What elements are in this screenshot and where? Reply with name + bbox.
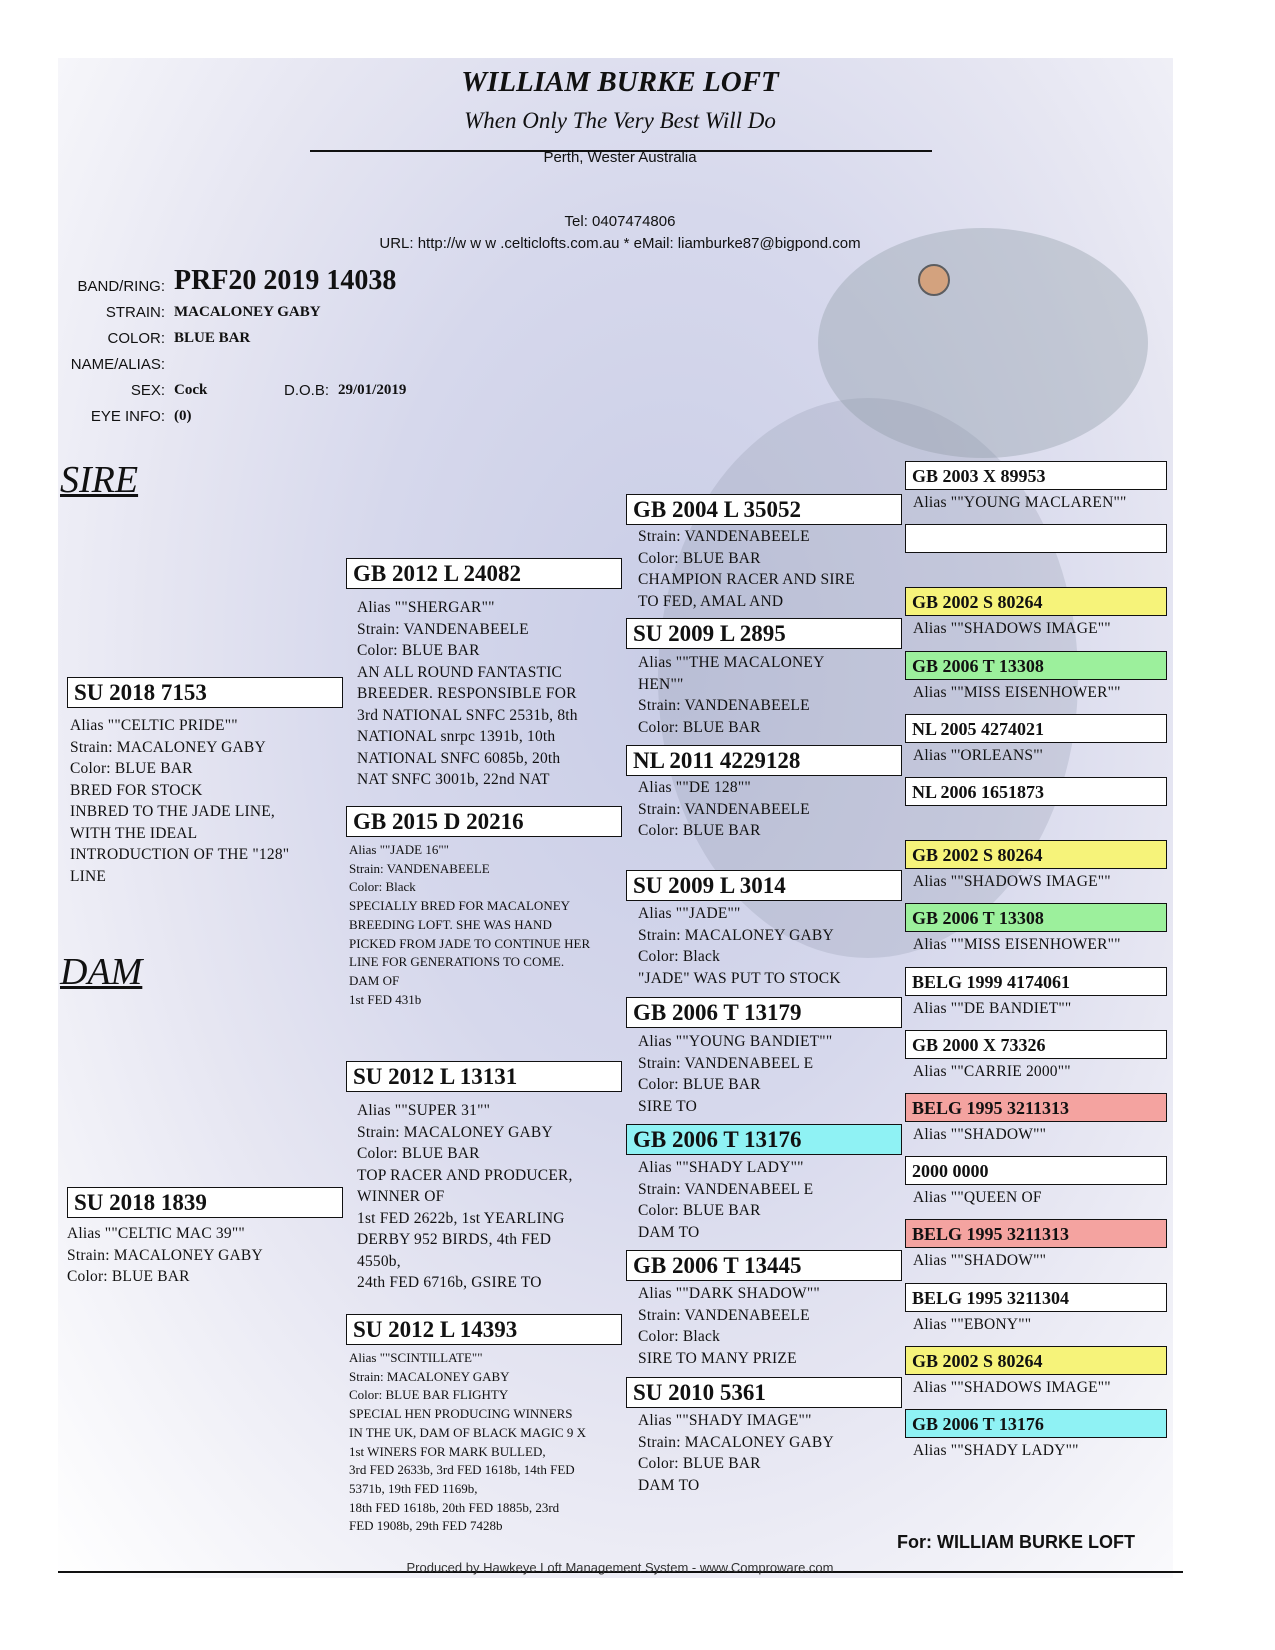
gen3-line: Color: BLUE BAR (638, 1455, 761, 1472)
dam-dam-line: FED 1908b, 29th FED 7428b (349, 1518, 503, 1534)
band-number: PRF20 2019 14038 (174, 265, 397, 296)
dam-dam-line: 18th FED 1618b, 20th FED 1885b, 23rd (349, 1499, 560, 1515)
dam-dam-line: Alias ""SCINTILLATE"" (349, 1350, 483, 1365)
loft-title: WILLIAM BURKE LOFT (461, 66, 779, 98)
gen3-ring-3: NL 2011 4229128 (626, 745, 902, 776)
gen4-alias: Alias ""MISS EISENHOWER"" (913, 936, 1121, 953)
gen4-ring: BELG 1999 4174061 (905, 967, 1167, 996)
dam-dam-line: Color: BLUE BAR FLIGHTY (349, 1387, 509, 1403)
sire-sire-line: Color: BLUE BAR (357, 642, 480, 659)
strain-label: STRAIN: (105, 304, 165, 321)
gen3-ring-1: GB 2004 L 35052 (626, 494, 902, 525)
dob-label: D.O.B: (284, 382, 330, 399)
gen3-details-4 (638, 903, 841, 989)
gen3-ring-7: GB 2006 T 13445 (626, 1250, 902, 1281)
gen4-alias: Alias ""QUEEN OF (913, 1189, 1042, 1206)
dam-ring: SU 2018 1839 (67, 1187, 343, 1218)
dam-sire-line: Strain: MACALONEY GABY (357, 1123, 553, 1141)
gen3-line: Strain: MACALONEY GABY (638, 1433, 834, 1451)
dam-sire-line: TOP RACER AND PRODUCER, (357, 1166, 573, 1184)
sire-alias: Alias ""CELTIC PRIDE"" (70, 717, 238, 734)
sire-sire-line: Alias ""SHERGAR"" (357, 599, 495, 616)
gen4-ring: GB 2002 S 80264 (905, 587, 1167, 616)
gen3-line: Color: BLUE BAR (638, 1202, 761, 1219)
sire-note: INTRODUCTION OF THE "128" (70, 846, 290, 863)
loft-contact: URL: http://w w w .celticlofts.com.au * eMail: liamburke87@bigpond.com (379, 235, 861, 252)
footer-for: For: WILLIAM BURKE LOFT (897, 1532, 1135, 1552)
gen4-alias: Alias ""EBONY"" (913, 1316, 1032, 1333)
sire-dam-line: 1st FED 431b (349, 991, 422, 1007)
gen4-alias: Alias ""CARRIE 2000"" (913, 1063, 1071, 1080)
gen3-details-8 (638, 1410, 834, 1496)
dam-sire-line: WINNER OF (357, 1188, 445, 1205)
gen3-line: Alias ""YOUNG BANDIET"" (638, 1033, 833, 1050)
gen3-line: Strain: MACALONEY GABY (638, 926, 834, 944)
sire-dam-line: Color: Black (349, 879, 416, 895)
gen4-ring (905, 524, 1167, 553)
sire-sire-ring: GB 2012 L 24082 (346, 558, 622, 589)
dob-value: 29/01/2019 (338, 382, 407, 398)
gen3-details-3 (638, 777, 810, 842)
sire-sire-details (357, 597, 578, 791)
gen3-line: HEN"" (638, 675, 684, 693)
eye-info-label: EYE INFO: (90, 408, 165, 425)
sire-dam-line: BREEDING LOFT. SHE WAS HAND (349, 916, 552, 932)
gen3-line: Color: Black (638, 948, 721, 965)
loft-telephone: Tel: 0407474806 (564, 213, 676, 230)
gen3-line: Strain: VANDENABEEL E (638, 1054, 814, 1072)
gen3-line: Alias ""SHADY LADY"" (638, 1159, 804, 1176)
gen3-line: SIRE TO MANY PRIZE (638, 1349, 797, 1367)
dam-dam-line: 3rd FED 2633b, 3rd FED 1618b, 14th FED (349, 1462, 575, 1478)
gen4-ring: BELG 1995 3211313 (905, 1219, 1167, 1248)
dam-alias: Alias ""CELTIC MAC 39"" (67, 1225, 245, 1242)
dam-sire-line: Alias ""SUPER 31"" (357, 1102, 491, 1119)
dam-details (67, 1223, 263, 1288)
gen3-line: Color: Black (638, 1328, 721, 1345)
sire-color: Color: BLUE BAR (70, 760, 193, 777)
band-label: BAND/RING: (77, 278, 165, 295)
sire-strain: Strain: MACALONEY GABY (70, 738, 266, 756)
sire-sire-line: BREEDER. RESPONSIBLE FOR (357, 685, 577, 702)
gen4-alias: Alias ""DE BANDIET"" (913, 1000, 1072, 1017)
gen3-ring-8: SU 2010 5361 (626, 1377, 902, 1408)
sire-dam-ring: GB 2015 D 20216 (346, 806, 622, 837)
gen3-line: Color: BLUE BAR (638, 822, 761, 839)
loft-location: Perth, Wester Australia (543, 149, 697, 166)
gen3-line: Color: BLUE BAR (638, 549, 761, 567)
dam-dam-line: 1st WINERS FOR MARK BULLED, (349, 1443, 546, 1459)
gen4-alias: Alias ""YOUNG MACLAREN"" (913, 494, 1127, 511)
gen4-ring: NL 2005 4274021 (905, 714, 1167, 743)
gen3-line: Strain: VANDENABEELE (638, 800, 810, 818)
gen4-alias: Alias ""SHADY LADY"" (913, 1442, 1079, 1459)
dam-sire-ring: SU 2012 L 13131 (346, 1061, 622, 1092)
gen3-line: DAM TO (638, 1476, 700, 1494)
sire-note: WITH THE IDEAL (70, 824, 198, 842)
gen3-details-6 (638, 1157, 813, 1243)
gen4-alias: Alias "'ORLEANS"' (913, 747, 1043, 764)
gen4-alias: Alias ""SHADOWS IMAGE"" (913, 620, 1111, 637)
dam-sire-line: 1st FED 2622b, 1st YEARLING (357, 1209, 565, 1227)
gen4-ring: GB 2006 T 13308 (905, 903, 1167, 932)
gen4-ring: GB 2006 T 13176 (905, 1409, 1167, 1438)
dam-dam-line: SPECIAL HEN PRODUCING WINNERS (349, 1406, 573, 1422)
gen4-ring: GB 2000 X 73326 (905, 1030, 1167, 1059)
sire-sire-line: NATIONAL SNFC 6085b, 20th (357, 749, 561, 767)
sire-details (70, 715, 289, 887)
gen4-ring: GB 2002 S 80264 (905, 1346, 1167, 1375)
dam-dam-line: Strain: MACALONEY GABY (349, 1368, 510, 1384)
gen3-ring-4: SU 2009 L 3014 (626, 870, 902, 901)
dam-dam-line: 5371b, 19th FED 1169b, (349, 1480, 478, 1496)
gen3-ring-6: GB 2006 T 13176 (626, 1124, 902, 1155)
gen3-ring-5: GB 2006 T 13179 (626, 997, 902, 1028)
sire-note: INBRED TO THE JADE LINE, (70, 803, 275, 820)
dam-dam-details (349, 1349, 586, 1536)
sire-dam-details (349, 841, 590, 1009)
dam-sire-line: DERBY 952 BIRDS, 4th FED (357, 1231, 552, 1248)
gen4-alias: Alias ""SHADOWS IMAGE"" (913, 873, 1111, 890)
sire-dam-line: DAM OF (349, 972, 400, 988)
gen3-line: "JADE" WAS PUT TO STOCK (638, 969, 841, 987)
dam-dam-line: IN THE UK, DAM OF BLACK MAGIC 9 X (349, 1424, 587, 1440)
gen3-line: CHAMPION RACER AND SIRE (638, 571, 855, 588)
sire-dam-line: Strain: VANDENABEELE (349, 860, 490, 876)
gen3-line: Strain: VANDENABEEL E (638, 1180, 814, 1198)
dam-sire-line: 24th FED 6716b, GSIRE TO (357, 1274, 542, 1291)
gen3-line: Alias ""THE MACALONEY (638, 654, 825, 671)
gen4-alias: Alias ""SHADOWS IMAGE"" (913, 1379, 1111, 1396)
gen3-line: Strain: VANDENABEELE (638, 1306, 810, 1324)
color-label: COLOR: (107, 330, 165, 347)
sire-sire-line: 3rd NATIONAL SNFC 2531b, 8th (357, 706, 578, 724)
sire-heading: SIRE (60, 459, 139, 501)
name-alias-label: NAME/ALIAS: (70, 356, 165, 373)
sire-ring: SU 2018 7153 (67, 677, 343, 708)
dam-heading: DAM (60, 951, 143, 993)
gen4-ring: GB 2006 T 13308 (905, 651, 1167, 680)
dam-sire-line: Color: BLUE BAR (357, 1145, 480, 1162)
gen3-ring-2: SU 2009 L 2895 (626, 618, 902, 649)
sire-dam-line: LINE FOR GENERATIONS TO COME. (349, 954, 565, 970)
gen3-line: Alias ""DE 128"" (638, 779, 751, 796)
gen4-ring: BELG 1995 3211304 (905, 1283, 1167, 1312)
sire-sire-line: Strain: VANDENABEELE (357, 620, 529, 638)
loft-slogan: When Only The Very Best Will Do (464, 108, 776, 133)
gen3-details-1 (638, 526, 855, 612)
sire-sire-line: NATIONAL snrpc 1391b, 10th (357, 728, 556, 745)
gen3-line: TO FED, AMAL AND (638, 592, 784, 610)
color-value: BLUE BAR (174, 330, 251, 346)
gen3-details-7 (638, 1283, 820, 1369)
sex-value: Cock (174, 382, 208, 398)
gen4-alias: Alias ""SHADOW"" (913, 1252, 1047, 1269)
dam-sire-details (357, 1100, 573, 1294)
dam-sire-line: 4550b, (357, 1252, 401, 1270)
gen3-details-5 (638, 1031, 832, 1117)
gen4-ring: GB 2003 X 89953 (905, 461, 1167, 490)
gen3-line: DAM TO (638, 1223, 700, 1241)
gen4-alias: Alias ""SHADOW"" (913, 1126, 1047, 1143)
gen3-line: Alias ""SHADY IMAGE"" (638, 1412, 812, 1429)
sex-label: SEX: (130, 382, 165, 399)
gen3-details-2 (638, 652, 824, 738)
gen4-ring: BELG 1995 3211313 (905, 1093, 1167, 1122)
gen3-line: Alias ""DARK SHADOW"" (638, 1285, 820, 1302)
sire-note: BRED FOR STOCK (70, 781, 203, 799)
dam-color: Color: BLUE BAR (67, 1268, 190, 1285)
gen3-line: Color: BLUE BAR (638, 718, 761, 736)
gen4-ring: NL 2006 1651873 (905, 777, 1167, 806)
pigeon-eye-shape (918, 264, 950, 296)
sire-dam-line: PICKED FROM JADE TO CONTINUE HER (349, 935, 591, 951)
dam-dam-ring: SU 2012 L 14393 (346, 1314, 622, 1345)
sire-note: LINE (70, 867, 107, 885)
gen4-alias: Alias ""MISS EISENHOWER"" (913, 684, 1121, 701)
gen3-line: Strain: VANDENABEELE (638, 697, 810, 714)
gen4-ring: 2000 0000 (905, 1156, 1167, 1185)
gen4-ring: GB 2002 S 80264 (905, 840, 1167, 869)
sire-dam-line: Alias ""JADE 16"" (349, 842, 449, 857)
gen3-line: Strain: VANDENABEELE (638, 528, 810, 545)
footer-produced-by: Produced by Hawkeye Loft Management System - www.Comproware.com (406, 1560, 834, 1575)
gen3-line: Alias ""JADE"" (638, 905, 741, 922)
sire-sire-line: AN ALL ROUND FANTASTIC (357, 663, 563, 681)
gen3-line: Color: BLUE BAR (638, 1076, 761, 1093)
dam-strain: Strain: MACALONEY GABY (67, 1246, 263, 1264)
gen3-line: SIRE TO (638, 1097, 697, 1115)
strain-value: MACALONEY GABY (174, 304, 321, 320)
sire-sire-line: NAT SNFC 3001b, 22nd NAT (357, 771, 550, 788)
eye-info-value: (0) (174, 408, 192, 424)
sire-dam-line: SPECIALLY BRED FOR MACALONEY (349, 898, 571, 914)
